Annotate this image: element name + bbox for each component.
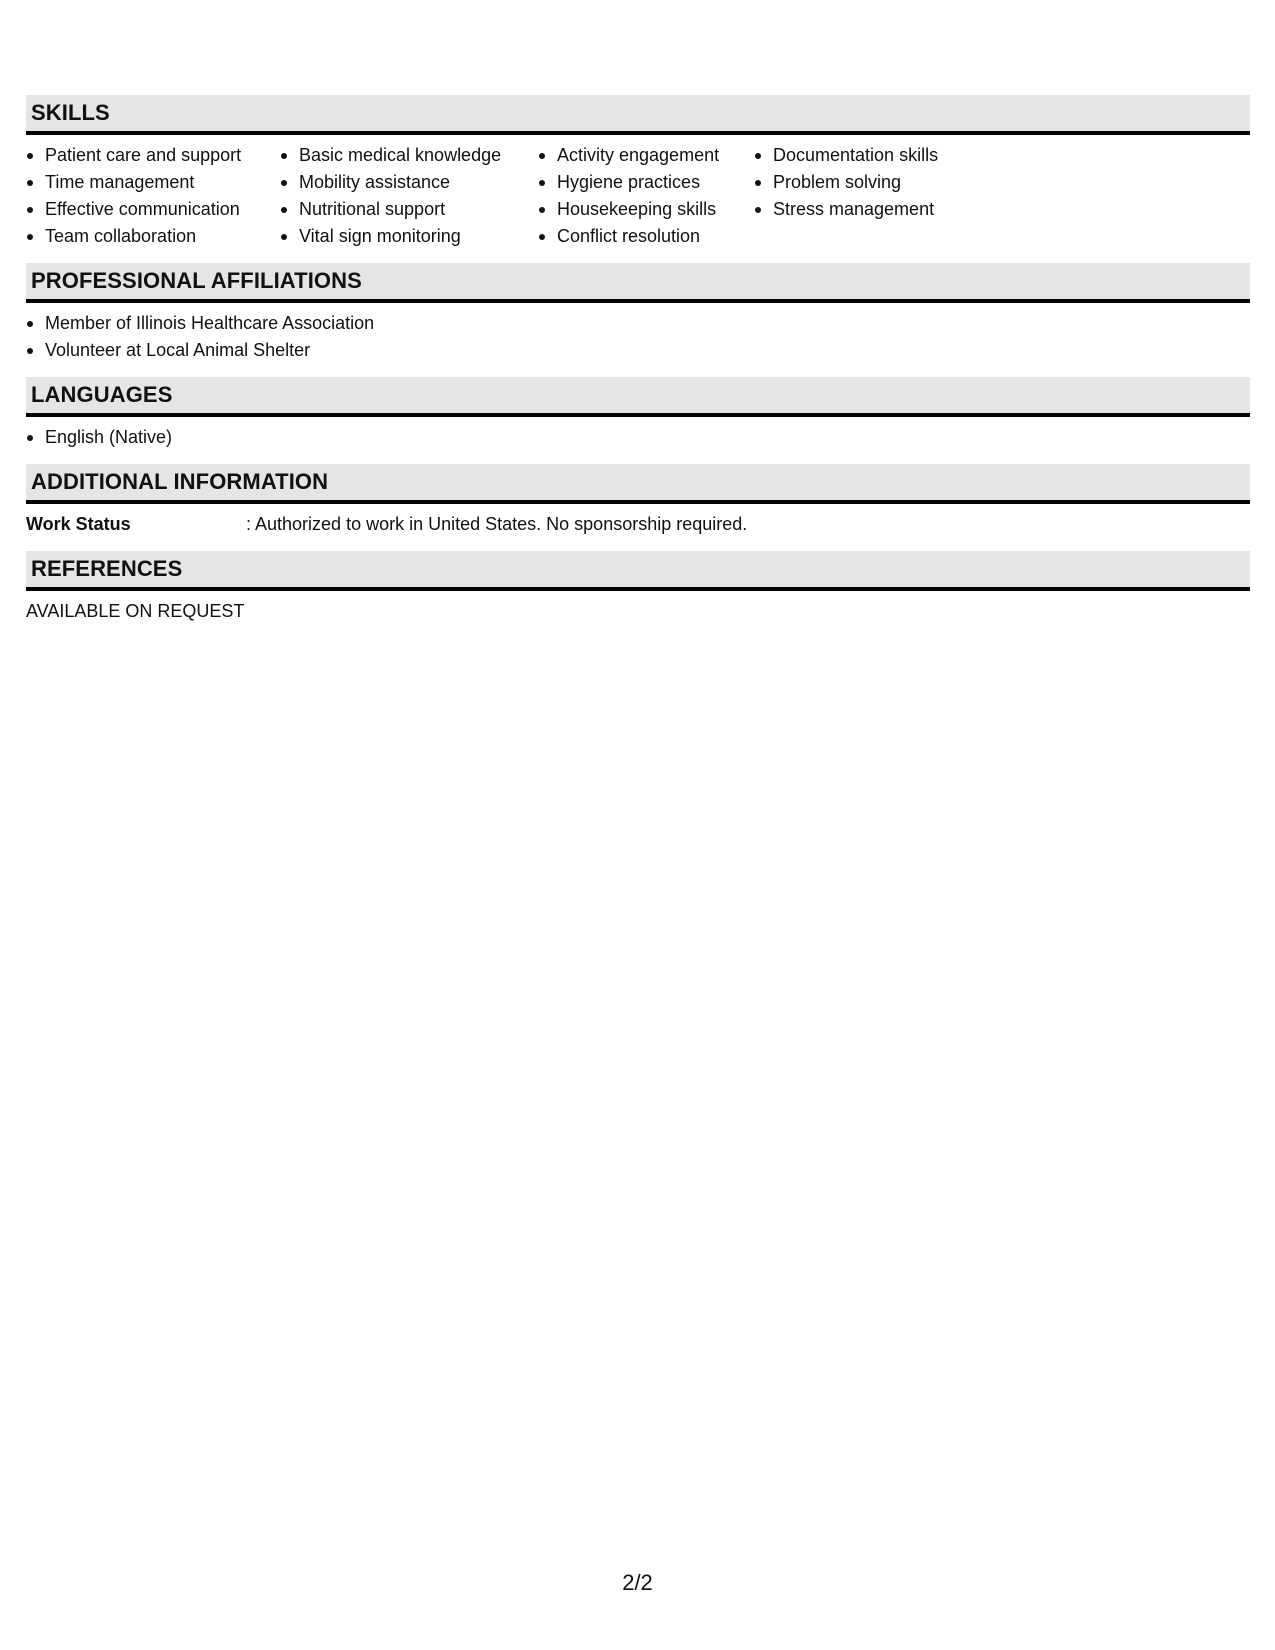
skill-item xyxy=(280,142,538,169)
skill-item xyxy=(538,223,754,250)
page-number: 2/2 xyxy=(622,1570,653,1595)
skill-item xyxy=(26,142,280,169)
bullet-icon xyxy=(539,234,545,240)
skill-item xyxy=(26,223,280,250)
bullet-icon xyxy=(27,348,33,354)
skill-label: Hygiene practices xyxy=(557,172,701,192)
skill-label: Team collaboration xyxy=(45,226,197,246)
bullet-icon xyxy=(281,234,287,240)
resume-page xyxy=(26,95,1250,638)
skills-grid xyxy=(26,135,1250,263)
bullet-icon xyxy=(27,207,33,213)
affiliation-item xyxy=(26,337,1250,364)
bullet-icon xyxy=(281,153,287,159)
references-text: AVAILABLE ON REQUEST xyxy=(26,601,245,621)
languages-header xyxy=(26,377,1250,417)
affiliation-item xyxy=(26,310,1250,337)
skill-item xyxy=(26,169,280,196)
skills-column-4 xyxy=(754,142,1014,250)
skill-label: Stress management xyxy=(773,199,935,219)
bullet-icon xyxy=(27,321,33,327)
references-section xyxy=(26,551,1250,638)
affiliation-label: Volunteer at Local Animal Shelter xyxy=(45,340,311,360)
skill-label: Housekeeping skills xyxy=(557,199,717,219)
skill-item xyxy=(26,196,280,223)
skill-item xyxy=(280,169,538,196)
skill-item xyxy=(754,196,1014,223)
bullet-icon xyxy=(755,180,761,186)
work-status-value: : Authorized to work in United States. No sponsorship required. xyxy=(246,514,748,534)
bullet-icon xyxy=(539,153,545,159)
skill-label: Conflict resolution xyxy=(557,226,701,246)
skills-column-1 xyxy=(26,142,280,250)
bullet-icon xyxy=(281,207,287,213)
languages-list xyxy=(26,424,1250,451)
skill-label: Nutritional support xyxy=(299,199,446,219)
skill-item xyxy=(280,196,538,223)
skills-title: SKILLS xyxy=(31,100,110,125)
languages-section xyxy=(26,377,1250,464)
additional-info-title: ADDITIONAL INFORMATION xyxy=(31,469,329,494)
affiliations-body xyxy=(26,303,1250,377)
affiliations-header xyxy=(26,263,1250,303)
skills-section xyxy=(26,95,1250,263)
references-header xyxy=(26,551,1250,591)
skill-item xyxy=(754,169,1014,196)
skill-item xyxy=(538,196,754,223)
affiliation-label: Member of Illinois Healthcare Association xyxy=(45,313,375,333)
languages-body xyxy=(26,417,1250,464)
skill-item xyxy=(280,223,538,250)
additional-info-section xyxy=(26,464,1250,551)
work-status-row xyxy=(26,511,1250,538)
language-label: English (Native) xyxy=(45,427,173,447)
skill-label: Effective communication xyxy=(45,199,240,219)
bullet-icon xyxy=(539,207,545,213)
language-item xyxy=(26,424,1250,451)
affiliations-title: PROFESSIONAL AFFILIATIONS xyxy=(31,268,362,293)
skills-header xyxy=(26,95,1250,135)
skill-label: Time management xyxy=(45,172,195,192)
skill-item xyxy=(538,142,754,169)
skill-label: Basic medical knowledge xyxy=(299,145,502,165)
skill-label: Vital sign monitoring xyxy=(299,226,461,246)
skill-label: Activity engagement xyxy=(557,145,720,165)
bullet-icon xyxy=(27,180,33,186)
skill-label: Problem solving xyxy=(773,172,902,192)
languages-title: LANGUAGES xyxy=(31,382,173,407)
additional-info-body xyxy=(26,504,1250,551)
affiliations-section xyxy=(26,263,1250,377)
additional-info-header xyxy=(26,464,1250,504)
skill-label: Patient care and support xyxy=(45,145,242,165)
skill-label: Mobility assistance xyxy=(299,172,451,192)
bullet-icon xyxy=(27,153,33,159)
bullet-icon xyxy=(27,234,33,240)
skill-item xyxy=(538,169,754,196)
bullet-icon xyxy=(755,207,761,213)
skill-item xyxy=(754,142,1014,169)
affiliations-list xyxy=(26,310,1250,364)
bullet-icon xyxy=(281,180,287,186)
skill-label: Documentation skills xyxy=(773,145,939,165)
skills-column-3 xyxy=(538,142,754,250)
bullet-icon xyxy=(755,153,761,159)
bullet-icon xyxy=(539,180,545,186)
references-title: REFERENCES xyxy=(31,556,183,581)
skills-column-2 xyxy=(280,142,538,250)
bullet-icon xyxy=(27,435,33,441)
references-body xyxy=(26,591,1250,638)
work-status-label: Work Status xyxy=(26,514,131,534)
